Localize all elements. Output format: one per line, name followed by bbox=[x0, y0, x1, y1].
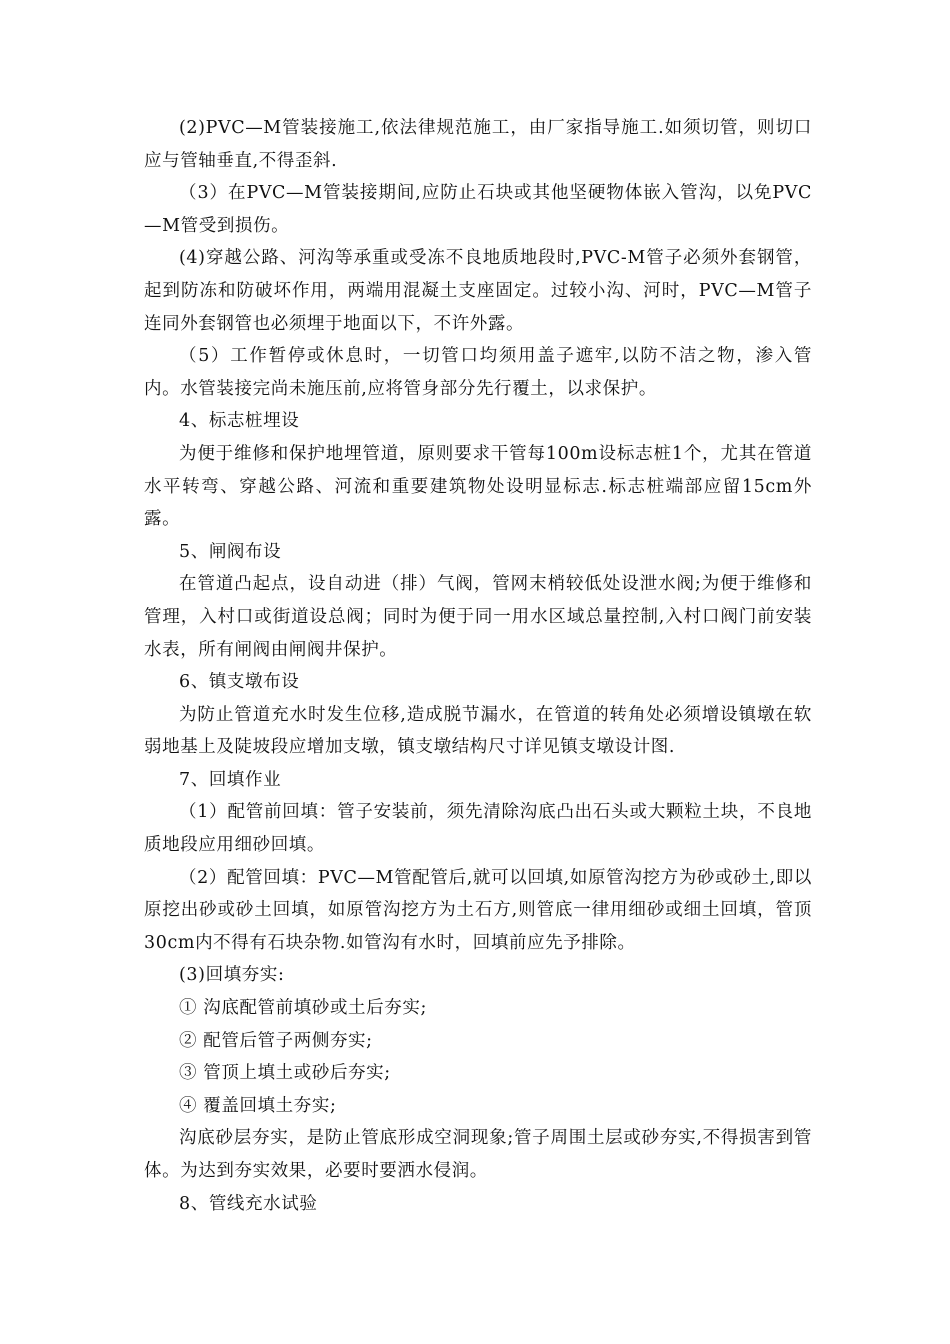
paragraph: 为便于维修和保护地埋管道，原则要求干管每100m设标志桩1个，尤其在管道水平转弯、穿越公路、河流和重要建筑物处设明显标志.标志桩端部应留15cm外露。 bbox=[144, 443, 812, 530]
paragraph: (4)穿越公路、河沟等承重或受冻不良地质地段时,PVC-M管子必须外套钢管，起到防冻和防破坏作用，两端用混凝土支座固定。过较小沟、河时，PVC—M管子连同外套钢管也必须埋于地面以下，不许外露。 bbox=[144, 248, 812, 334]
section-heading: 7、回填作业 bbox=[179, 769, 282, 790]
section-heading: 6、镇支墩布设 bbox=[179, 672, 300, 693]
section-heading: 5、闸阀布设 bbox=[179, 541, 282, 562]
list-item: ① 沟底配管前填砂或土后夯实; bbox=[179, 998, 427, 1019]
section-heading: 8、管线充水试验 bbox=[179, 1193, 318, 1214]
paragraph: 在管道凸起点，设自动进（排）气阀，管网末梢较低处设泄水阀;为便于维修和管理，入村口或街道设总阀；同时为便于同一用水区域总量控制,入村口阀门前安装水表，所有闸阀由闸阀井保护。 bbox=[144, 574, 812, 660]
list-item: ② 配管后管子两侧夯实; bbox=[179, 1030, 373, 1051]
subheading: (3)回填夯实: bbox=[179, 965, 285, 986]
paragraph: （1）配管前回填：管子安装前，须先清除沟底凸出石头或大颗粒土块，不良地质地段应用细砂回填。 bbox=[144, 802, 812, 856]
paragraph: 为防止管道充水时发生位移,造成脱节漏水，在管道的转角处必须增设镇墩在软弱地基上及陡坡段应增加支墩，镇支墩结构尺寸详见镇支墩设计图. bbox=[144, 704, 812, 758]
paragraph: （5）工作暂停或休息时，一切管口均须用盖子遮牢,以防不洁之物，渗入管内。水管装接完尚未施压前,应将管身部分先行覆土，以求保护。 bbox=[144, 346, 812, 399]
list-item: ④ 覆盖回填土夯实; bbox=[179, 1095, 337, 1116]
section-heading: 4、标志桩埋设 bbox=[179, 411, 300, 432]
paragraph: 沟底砂层夯实，是防止管底形成空洞现象;管子周围土层或砂夯实,不得损害到管体。为达到夯实效果，必要时要洒水侵润。 bbox=[144, 1128, 812, 1181]
document-body bbox=[144, 112, 812, 1220]
list-item: ③ 管顶上填土或砂后夯实; bbox=[179, 1063, 391, 1084]
paragraph: (2)PVC—M管装接施工,依法律规范施工，由厂家指导施工.如须切管，则切口应与管轴垂直,不得歪斜. bbox=[144, 118, 812, 171]
paragraph: （3）在PVC—M管装接期间,应防止石块或其他坚硬物体嵌入管沟，以免PVC—M管受到损伤。 bbox=[144, 183, 812, 236]
paragraph: （2）配管回填：PVC—M管配管后,就可以回填,如原管沟挖方为砂或砂土,即以原挖出砂或砂土回填，如原管沟挖方为土石方,则管底一律用细砂或细土回填，管顶30cm内不得有石块杂物.如管沟有水时，回填前应先予排除。 bbox=[144, 867, 812, 953]
